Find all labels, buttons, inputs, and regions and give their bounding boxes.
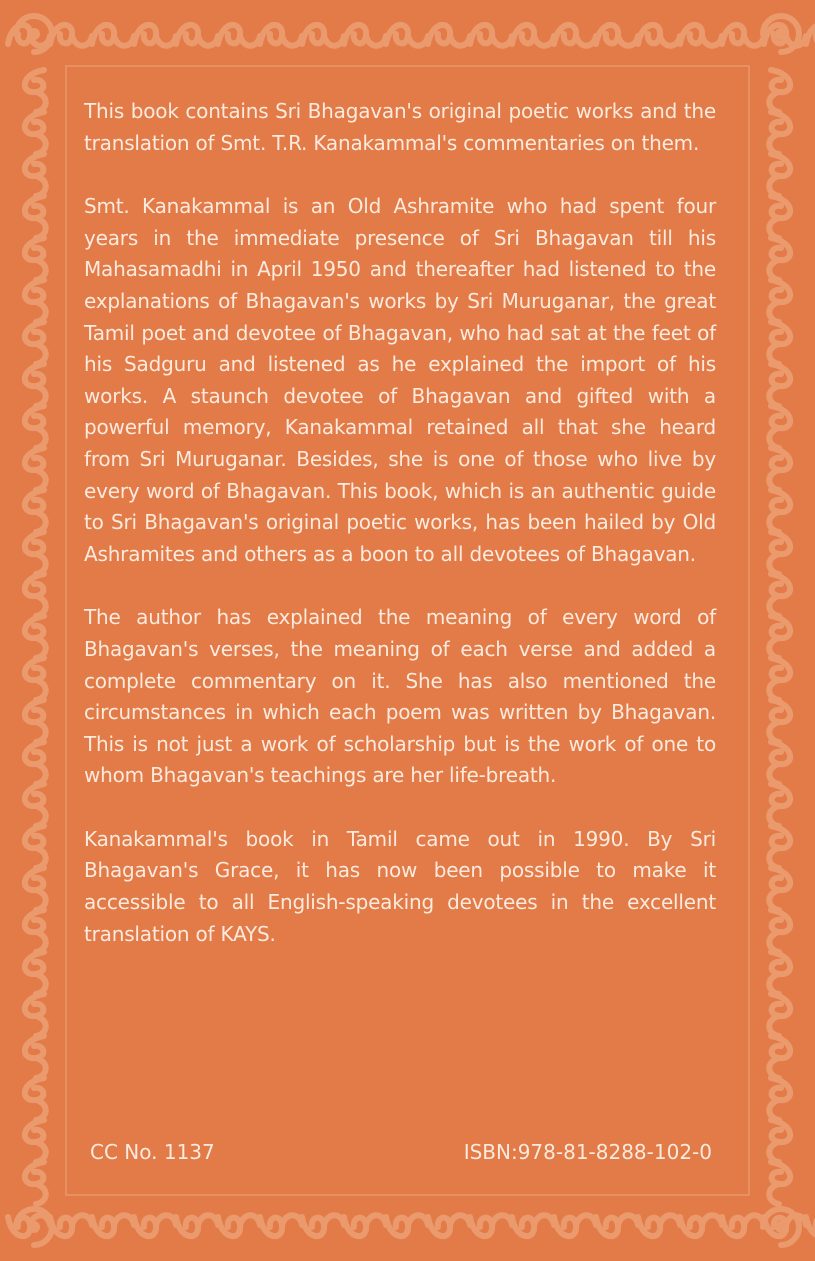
isbn: ISBN:978-81-8288-102-0 — [463, 1140, 712, 1164]
paragraph-translation: Kanakammal's book in Tamil came out in 1990. By Sri Bhagavan's Grace, it has now been possible to make it accessible to all English-speaking devotees in the excellent translation of KAYS. — [84, 826, 716, 946]
blurb — [84, 96, 716, 950]
footer — [90, 1140, 712, 1164]
paragraph-intro: This book contains Sri Bhagavan's original poetic works and the translation of Smt. T.R. Kanakammal's commentaries on them. — [84, 99, 716, 155]
paragraph-book-content: The author has explained the meaning of every word of Bhagavan's verses, the meaning of each verse and added a complete commentary on it. She has also mentioned the circumstances in which each poem was written by Bhagavan. This is not just a work of scholarship but is the work of one to whom Bhagavan's teachings are her life-breath. — [84, 605, 716, 788]
paragraph-author-background: Smt. Kanakammal is an Old Ashramite who had spent four years in the immediate presence of Sri Bhagavan till his Mahasamadhi in April 1950 and thereafter had listened to the explanations of Bhagavan's works by Sri Muruganar, the great Tamil poet and devotee of Bhagavan, who had sat at the feet of his Sadguru and listened as he explained the import of his works. A staunch devotee of Bhagavan and gifted with a powerful memory, Kanakammal retained all that she heard from Sri Muruganar. Besides, she is one of those who live by every word of Bhagavan. This book, which is an authentic guide to Sri Bhagavan's original poetic works, has been hailed by Old Ashramites and others as a boon to all devotees of Bhagavan. — [84, 194, 716, 566]
cc-number: CC No. 1137 — [90, 1140, 215, 1164]
